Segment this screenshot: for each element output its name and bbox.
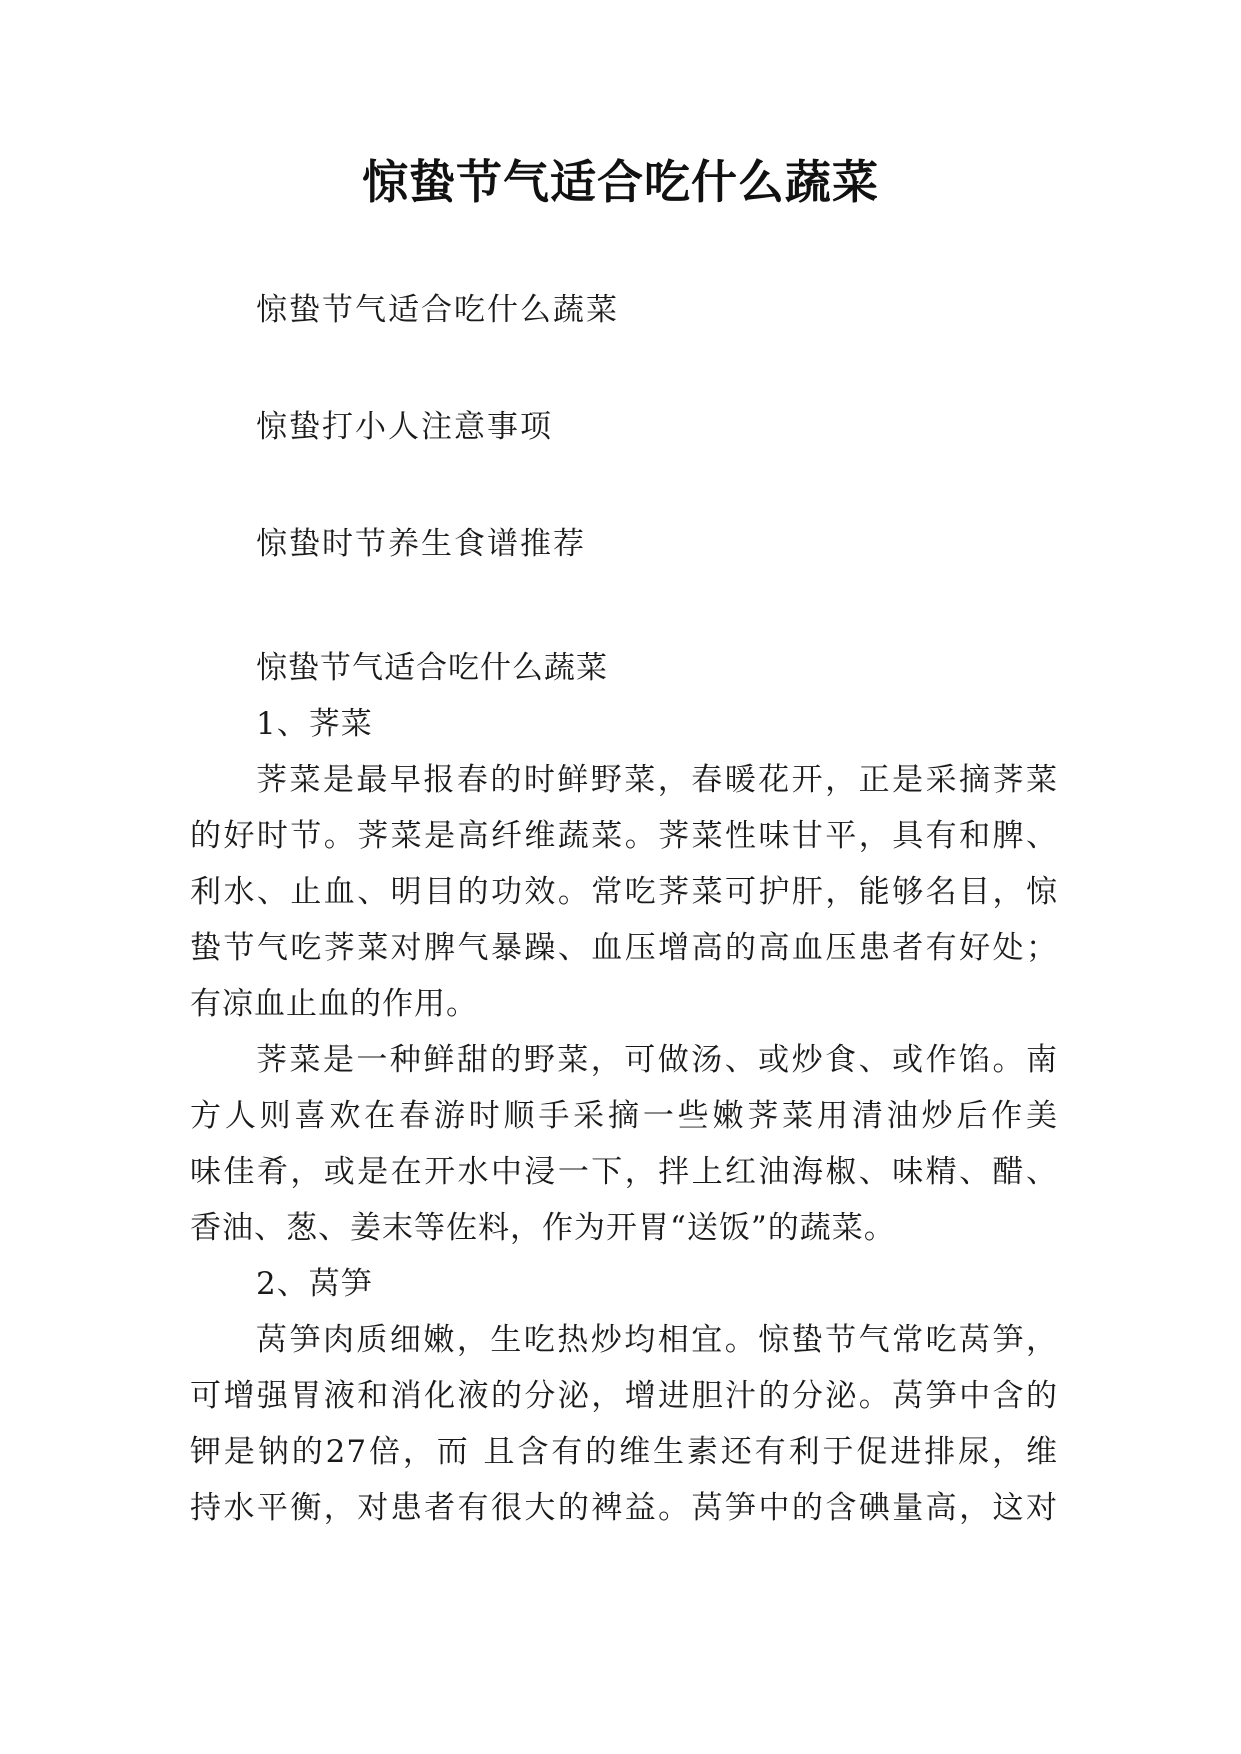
document-body [190,640,1058,1536]
section-heading: 惊蛰节气适合吃什么蔬菜 [256,650,608,686]
toc-item: 惊蛰节气适合吃什么蔬菜 [256,292,619,328]
paragraph-line: 荠菜是最早报春的时鲜野菜，春暖花开，正是采摘荠菜 [256,762,1058,798]
paragraph-line: 味佳肴，或是在开水中浸一下，拌上红油海椒、味精、醋、 [190,1154,1058,1190]
table-of-contents [256,290,1056,641]
paragraph-line: 钾是钠的27倍，而 且含有的维生素还有利于促进排尿，维 [190,1434,1058,1470]
paragraph-line: 莴笋肉质细嫩，生吃热炒均相宜。惊蛰节气常吃莴笋， [256,1322,1058,1358]
document-title: 惊蛰节气适合吃什么蔬菜 [362,155,879,209]
toc-item: 惊蛰打小人注意事项 [256,409,553,445]
subsection-heading: 1、荠菜 [256,706,373,742]
subsection-heading: 2、莴笋 [256,1266,373,1302]
paragraph-line: 方人则喜欢在春游时顺手采摘一些嫩荠菜用清油炒后作美 [190,1098,1058,1134]
paragraph-line: 的好时节。荠菜是高纤维蔬菜。荠菜性味甘平，具有和脾、 [190,818,1058,854]
toc-item: 惊蛰时节养生食谱推荐 [256,526,586,562]
paragraph-line: 蛰节气吃荠菜对脾气暴躁、血压增高的高血压患者有好处； [190,930,1058,966]
paragraph-line: 可增强胃液和消化液的分泌，增进胆汁的分泌。莴笋中含的 [190,1378,1058,1414]
paragraph-line: 香油、葱、姜末等佐料，作为开胃“送饭”的蔬菜。 [190,1210,896,1246]
paragraph-line: 有凉血止血的作用。 [190,986,478,1022]
paragraph-line: 利水、止血、明目的功效。常吃荠菜可护肝，能够名目，惊 [190,874,1058,910]
paragraph-line: 荠菜是一种鲜甜的野菜，可做汤、或炒食、或作馅。南 [256,1042,1058,1078]
paragraph-line: 持水平衡，对患者有很大的裨益。莴笋中的含碘量高，这对 [190,1490,1058,1526]
